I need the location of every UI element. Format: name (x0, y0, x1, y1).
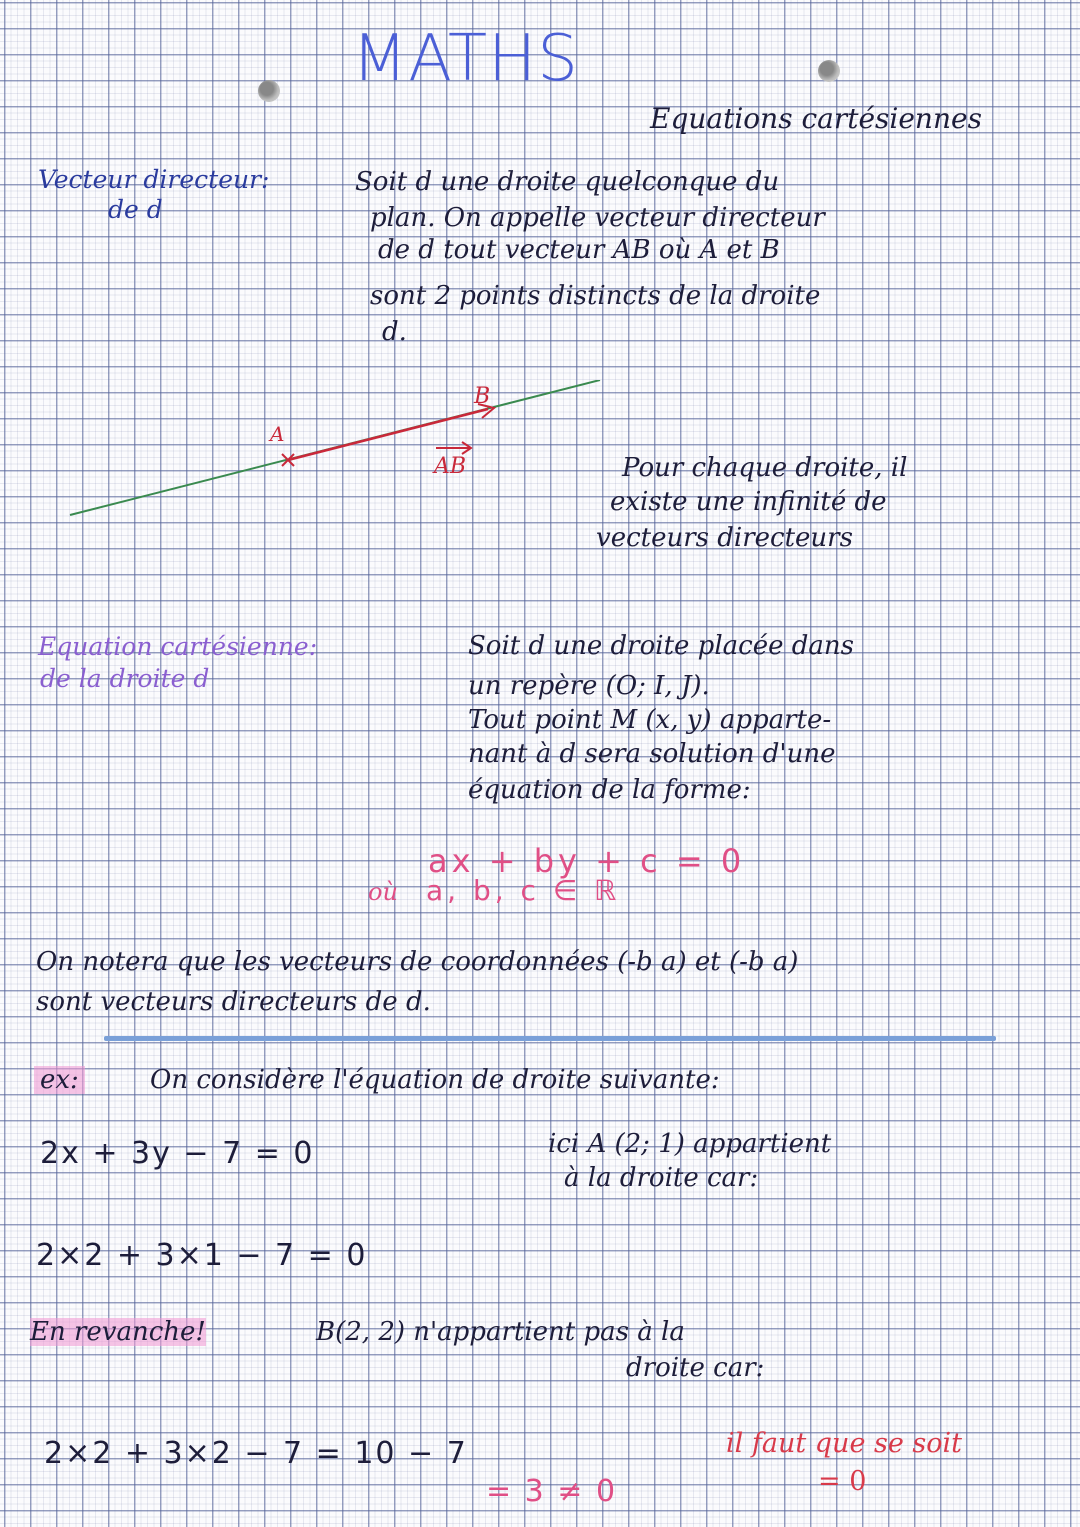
general-formula: ax + by + c = 0 (428, 842, 746, 880)
equation-def-line-2: un repère (O; I, J). (468, 671, 710, 701)
contrast-line-1: B(2, 2) n'appartient pas à la (316, 1317, 685, 1347)
vector-ab-label: AB (434, 454, 467, 479)
figure-note-line-3: vecteurs directeurs (596, 523, 853, 553)
figure-note-line-1: Pour chaque droite, il (622, 453, 908, 483)
binder-hole-left (258, 80, 280, 102)
point-a-label: A (270, 422, 285, 446)
term-equation-cartesienne: Equation cartésienne: (38, 632, 318, 661)
equation-def-line-4: nant à d sera solution d'une (468, 739, 836, 769)
formula-where-prefix: où (368, 878, 398, 906)
definition-line-2: plan. On appelle vecteur directeur (370, 203, 825, 233)
term-vecteur-directeur-sub: de d (108, 195, 163, 224)
vector-ab (288, 409, 488, 460)
example-tag: ex: (34, 1066, 85, 1094)
arrow-over-ab (436, 442, 471, 454)
term-vecteur-directeur: Vecteur directeur: (38, 165, 270, 194)
example-equation: 2x + 3y − 7 = 0 (40, 1136, 315, 1171)
example-intro: On considère l'équation de droite suivante: (150, 1065, 720, 1095)
note-line-1: On notera que les vecteurs de coordonnées (-b a) et (-b a) (36, 947, 799, 977)
note-line-2: sont vecteurs directeurs de d. (36, 987, 431, 1017)
equation-def-line-1: Soit d une droite placée dans (468, 631, 854, 661)
example-calc-2-result: = 3 ≠ 0 (486, 1474, 618, 1509)
term-equation-cartesienne-sub: de la droite d (40, 664, 210, 693)
equation-def-line-5: équation de la forme: (468, 775, 751, 805)
rule-value: = 0 (818, 1466, 867, 1497)
example-calc-1: 2×2 + 3×1 − 7 = 0 (36, 1238, 368, 1273)
definition-line-4: sont 2 points distincts de la droite (370, 281, 821, 311)
formula-where: a, b, c ∈ ℝ (426, 874, 621, 907)
figure-note-line-2: existe une infinité de (610, 487, 887, 517)
contrast-tag: En revanche! (30, 1317, 206, 1347)
section-divider (104, 1036, 996, 1041)
definition-line-3: de d tout vecteur AB où A et B (378, 235, 780, 265)
example-claim-line-1: ici A (2; 1) appartient (548, 1129, 832, 1159)
example-calc-2: 2×2 + 3×2 − 7 = 10 − 7 (44, 1436, 468, 1471)
page-title: MATHS (352, 22, 579, 96)
example-claim-line-2: à la droite car: (564, 1163, 759, 1193)
contrast-line-2: droite car: (626, 1353, 765, 1383)
vector-figure (0, 380, 1080, 540)
definition-line-1: Soit d une droite quelconque du (355, 167, 780, 197)
binder-hole-right (818, 60, 840, 82)
definition-line-5: d. (382, 317, 407, 347)
rule-note: il faut que se soit (726, 1428, 963, 1459)
page-subtitle: Equations cartésiennes (650, 102, 982, 135)
point-b-label: B (474, 384, 491, 409)
equation-def-line-3: Tout point M (x, y) apparte- (468, 705, 832, 735)
